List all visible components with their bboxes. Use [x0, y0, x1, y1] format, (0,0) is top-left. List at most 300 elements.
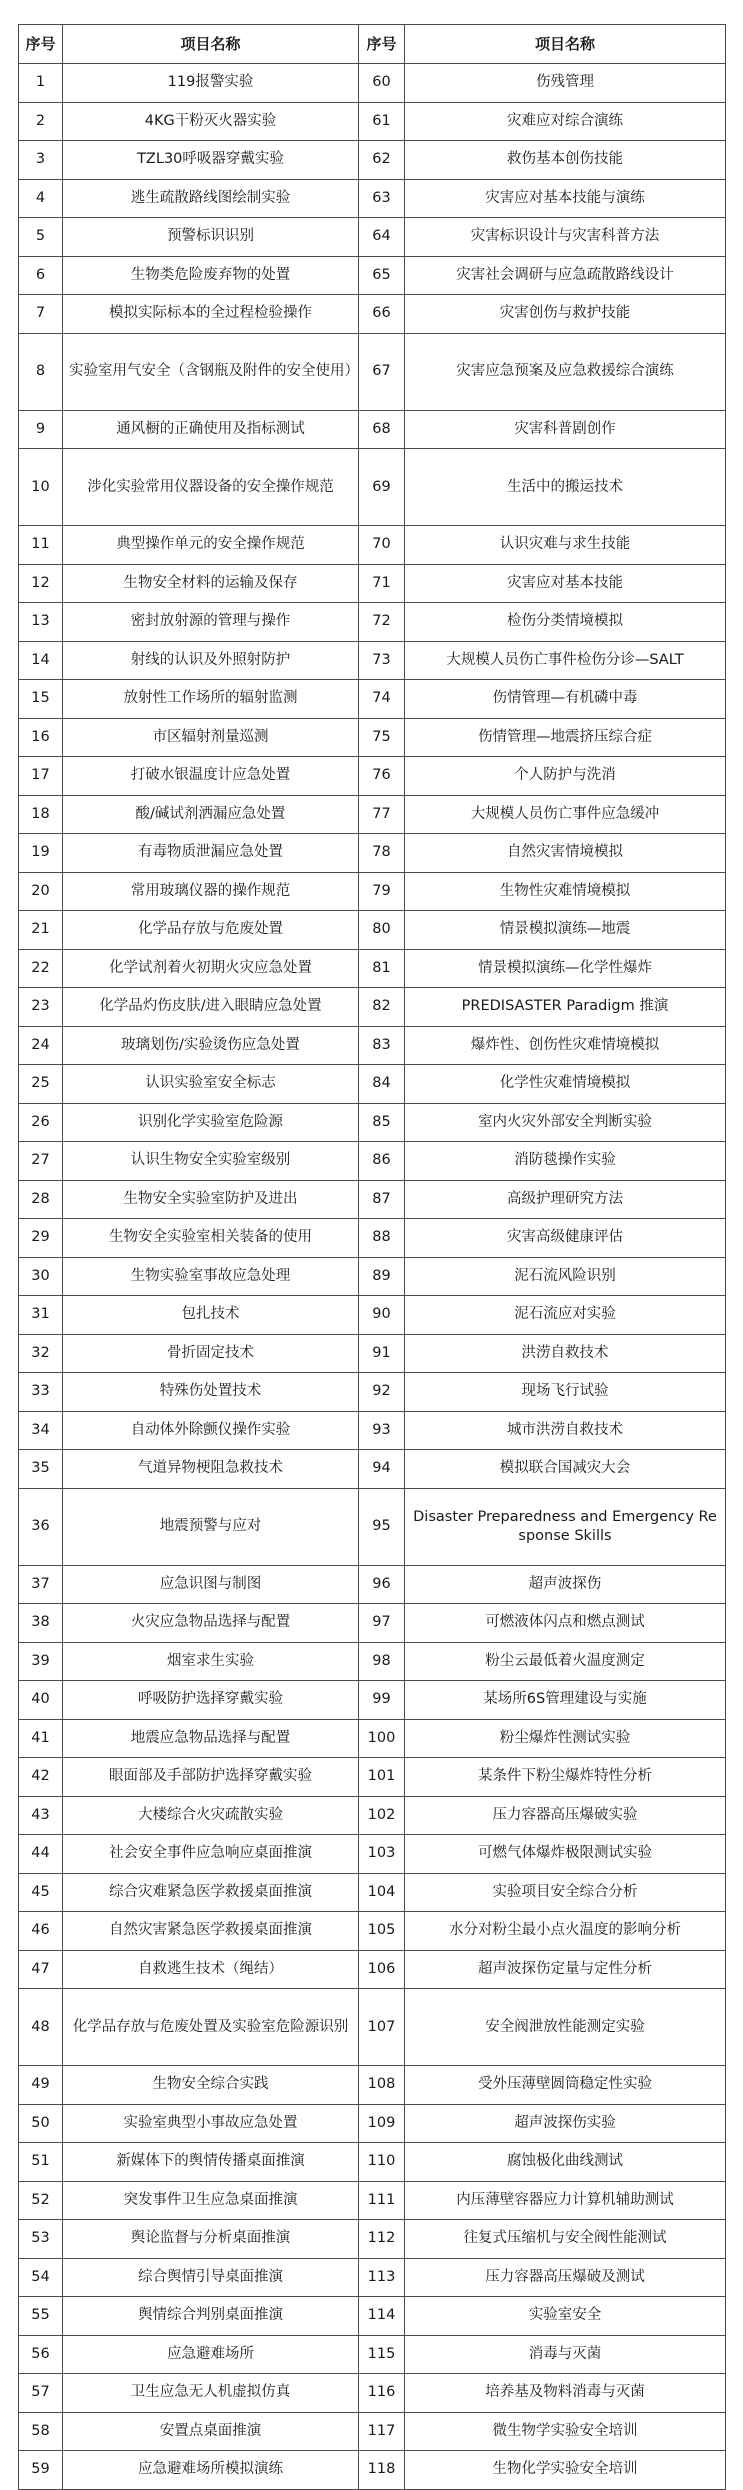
row-number-right: 71: [359, 564, 405, 603]
table-row: [19, 179, 726, 218]
project-name-right: 高级护理研究方法: [405, 1180, 726, 1219]
project-name-left: 安置点桌面推演: [63, 2412, 359, 2451]
row-number-left: 40: [19, 1681, 63, 1720]
project-name-right: 认识灾难与求生技能: [405, 526, 726, 565]
row-number-right: 91: [359, 1334, 405, 1373]
row-number-left: 14: [19, 641, 63, 680]
project-name-left: 自动体外除颤仪操作实验: [63, 1411, 359, 1450]
row-number-left: 57: [19, 2374, 63, 2413]
row-number-left: 37: [19, 1565, 63, 1604]
table-header-row: [19, 25, 726, 64]
project-name-left: 化学品存放与危废处置: [63, 911, 359, 950]
row-number-left: 59: [19, 2451, 63, 2490]
project-name-left: 卫生应急无人机虚拟仿真: [63, 2374, 359, 2413]
project-name-right: 某条件下粉尘爆炸特性分析: [405, 1758, 726, 1797]
project-name-left: 舆论监督与分析桌面推演: [63, 2220, 359, 2259]
project-name-right: 超声波探伤实验: [405, 2104, 726, 2143]
project-name-left: 典型操作单元的安全操作规范: [63, 526, 359, 565]
project-name-right: 情景模拟演练—地震: [405, 911, 726, 950]
project-name-right: 水分对粉尘最小点火温度的影响分析: [405, 1912, 726, 1951]
table-row: [19, 1142, 726, 1181]
table-row: [19, 449, 726, 526]
row-number-right: 67: [359, 333, 405, 410]
project-name-right: 泥石流应对实验: [405, 1296, 726, 1335]
project-name-left: 逃生疏散路线图绘制实验: [63, 179, 359, 218]
table-row: [19, 2412, 726, 2451]
project-name-right: 灾害应对基本技能: [405, 564, 726, 603]
row-number-left: 53: [19, 2220, 63, 2259]
table-row: [19, 102, 726, 141]
row-number-right: 103: [359, 1835, 405, 1874]
project-name-right: 压力容器高压爆破实验: [405, 1796, 726, 1835]
row-number-right: 105: [359, 1912, 405, 1951]
project-name-right: 腐蚀极化曲线测试: [405, 2143, 726, 2182]
project-name-left: 眼面部及手部防护选择穿戴实验: [63, 1758, 359, 1797]
project-name-left: 呼吸防护选择穿戴实验: [63, 1681, 359, 1720]
row-number-left: 36: [19, 1488, 63, 1565]
project-name-left: 射线的认识及外照射防护: [63, 641, 359, 680]
project-name-right: 灾害创伤与救护技能: [405, 295, 726, 334]
row-number-left: 27: [19, 1142, 63, 1181]
project-name-left: 化学品灼伤皮肤/进入眼睛应急处置: [63, 988, 359, 1027]
project-name-left: 突发事件卫生应急桌面推演: [63, 2181, 359, 2220]
project-name-left: 生物安全实验室防护及进出: [63, 1180, 359, 1219]
row-number-left: 34: [19, 1411, 63, 1450]
table-row: [19, 2181, 726, 2220]
project-name-right: 实验项目安全综合分析: [405, 1873, 726, 1912]
project-name-right: 灾害高级健康评估: [405, 1219, 726, 1258]
table-row: [19, 2258, 726, 2297]
project-name-left: 认识生物安全实验室级别: [63, 1142, 359, 1181]
project-name-left: 应急避难场所模拟演练: [63, 2451, 359, 2490]
row-number-right: 89: [359, 1257, 405, 1296]
row-number-right: 78: [359, 834, 405, 873]
row-number-left: 44: [19, 1835, 63, 1874]
project-name-left: 市区辐射剂量巡测: [63, 718, 359, 757]
table-row: [19, 1912, 726, 1951]
table-row: [19, 2335, 726, 2374]
project-name-right: 模拟联合国减灾大会: [405, 1450, 726, 1489]
project-name-right: 消防毯操作实验: [405, 1142, 726, 1181]
row-number-left: 19: [19, 834, 63, 873]
row-number-right: 72: [359, 603, 405, 642]
row-number-left: 38: [19, 1604, 63, 1643]
row-number-right: 73: [359, 641, 405, 680]
project-name-right: 自然灾害情境模拟: [405, 834, 726, 873]
row-number-left: 54: [19, 2258, 63, 2297]
table-row: [19, 333, 726, 410]
row-number-left: 11: [19, 526, 63, 565]
row-number-left: 47: [19, 1950, 63, 1989]
project-name-left: 玻璃划伤/实验烫伤应急处置: [63, 1026, 359, 1065]
project-name-left: 化学试剂着火初期火灾应急处置: [63, 949, 359, 988]
row-number-left: 52: [19, 2181, 63, 2220]
row-number-right: 92: [359, 1373, 405, 1412]
table-row: [19, 1950, 726, 1989]
table-row: [19, 1065, 726, 1104]
project-name-left: 地震应急物品选择与配置: [63, 1719, 359, 1758]
project-name-right: 灾害应急预案及应急救援综合演练: [405, 333, 726, 410]
project-name-left: 生物安全材料的运输及保存: [63, 564, 359, 603]
row-number-left: 50: [19, 2104, 63, 2143]
row-number-right: 63: [359, 179, 405, 218]
project-name-right: 生物性灾难情境模拟: [405, 872, 726, 911]
table-row: [19, 1103, 726, 1142]
project-name-right: 现场飞行试验: [405, 1373, 726, 1412]
table-row: [19, 2297, 726, 2336]
project-name-right: 洪涝自救技术: [405, 1334, 726, 1373]
table-row: [19, 1719, 726, 1758]
row-number-left: 23: [19, 988, 63, 1027]
row-number-right: 65: [359, 256, 405, 295]
row-number-right: 79: [359, 872, 405, 911]
row-number-right: 110: [359, 2143, 405, 2182]
row-number-right: 74: [359, 680, 405, 719]
row-number-right: 87: [359, 1180, 405, 1219]
project-name-right: 灾害标识设计与灾害科普方法: [405, 218, 726, 257]
table-row: [19, 1758, 726, 1797]
row-number-right: 81: [359, 949, 405, 988]
project-name-right: 伤情管理—地震挤压综合症: [405, 718, 726, 757]
project-name-left: 模拟实际标本的全过程检验操作: [63, 295, 359, 334]
project-name-right: 灾难应对综合演练: [405, 102, 726, 141]
table-row: [19, 1411, 726, 1450]
project-name-left: 社会安全事件应急响应桌面推演: [63, 1835, 359, 1874]
table-row: [19, 410, 726, 449]
project-name-right: 往复式压缩机与安全阀性能测试: [405, 2220, 726, 2259]
project-name-right: 某场所6S管理建设与实施: [405, 1681, 726, 1720]
row-number-right: 75: [359, 718, 405, 757]
row-number-right: 80: [359, 911, 405, 950]
project-name-right: 个人防护与洗消: [405, 757, 726, 796]
project-name-left: 生物安全综合实践: [63, 2066, 359, 2105]
row-number-right: 118: [359, 2451, 405, 2490]
row-number-right: 100: [359, 1719, 405, 1758]
table-row: [19, 718, 726, 757]
row-number-left: 20: [19, 872, 63, 911]
row-number-right: 85: [359, 1103, 405, 1142]
project-name-right: 情景模拟演练—化学性爆炸: [405, 949, 726, 988]
row-number-left: 2: [19, 102, 63, 141]
row-number-right: 62: [359, 141, 405, 180]
project-name-right: 伤情管理—有机磷中毒: [405, 680, 726, 719]
table-row: [19, 1257, 726, 1296]
project-name-left: TZL30呼吸器穿戴实验: [63, 141, 359, 180]
table-row: [19, 1180, 726, 1219]
row-number-right: 101: [359, 1758, 405, 1797]
project-name-left: 酸/碱试剂洒漏应急处置: [63, 795, 359, 834]
table-row: [19, 1488, 726, 1565]
row-number-left: 22: [19, 949, 63, 988]
project-name-left: 涉化实验常用仪器设备的安全操作规范: [63, 449, 359, 526]
project-name-right: 伤残管理: [405, 64, 726, 103]
row-number-right: 70: [359, 526, 405, 565]
project-name-right: 微生物学实验安全培训: [405, 2412, 726, 2451]
project-name-left: 生物类危险废弃物的处置: [63, 256, 359, 295]
project-name-left: 预警标识识别: [63, 218, 359, 257]
project-name-right: 大规模人员伤亡事件应急缓冲: [405, 795, 726, 834]
row-number-right: 86: [359, 1142, 405, 1181]
project-name-left: 认识实验室安全标志: [63, 1065, 359, 1104]
project-name-left: 119报警实验: [63, 64, 359, 103]
project-name-left: 打破水银温度计应急处置: [63, 757, 359, 796]
table-row: [19, 141, 726, 180]
table-row: [19, 1450, 726, 1489]
row-number-left: 43: [19, 1796, 63, 1835]
row-number-right: 106: [359, 1950, 405, 1989]
table-row: [19, 1026, 726, 1065]
project-name-left: 包扎技术: [63, 1296, 359, 1335]
table-row: [19, 526, 726, 565]
row-number-left: 56: [19, 2335, 63, 2374]
row-number-left: 5: [19, 218, 63, 257]
project-name-right: 可燃气体爆炸极限测试实验: [405, 1835, 726, 1874]
project-name-left: 新媒体下的舆情传播桌面推演: [63, 2143, 359, 2182]
project-name-left: 烟室求生实验: [63, 1642, 359, 1681]
project-name-right: 城市洪涝自救技术: [405, 1411, 726, 1450]
table-row: [19, 2104, 726, 2143]
table-row: [19, 641, 726, 680]
table-row: [19, 1835, 726, 1874]
row-number-left: 3: [19, 141, 63, 180]
row-number-left: 4: [19, 179, 63, 218]
row-number-right: 82: [359, 988, 405, 1027]
row-number-left: 12: [19, 564, 63, 603]
row-number-right: 98: [359, 1642, 405, 1681]
row-number-right: 90: [359, 1296, 405, 1335]
table-row: [19, 2220, 726, 2259]
row-number-left: 9: [19, 410, 63, 449]
project-name-right: 粉尘云最低着火温度测定: [405, 1642, 726, 1681]
project-name-right: 内压薄壁容器应力计算机辅助测试: [405, 2181, 726, 2220]
row-number-left: 13: [19, 603, 63, 642]
table-row: [19, 757, 726, 796]
row-number-left: 18: [19, 795, 63, 834]
row-number-left: 45: [19, 1873, 63, 1912]
row-number-right: 115: [359, 2335, 405, 2374]
row-number-right: 93: [359, 1411, 405, 1450]
row-number-left: 31: [19, 1296, 63, 1335]
table-row: [19, 988, 726, 1027]
row-number-left: 48: [19, 1989, 63, 2066]
row-number-right: 84: [359, 1065, 405, 1104]
project-table: [18, 24, 726, 2490]
row-number-left: 7: [19, 295, 63, 334]
header-name-right: 项目名称: [405, 25, 726, 64]
row-number-left: 16: [19, 718, 63, 757]
header-no-left: 序号: [19, 25, 63, 64]
project-name-right: 生物化学实验安全培训: [405, 2451, 726, 2490]
project-name-right: 大规模人员伤亡事件检伤分诊—SALT: [405, 641, 726, 680]
project-name-right: 培养基及物料消毒与灭菌: [405, 2374, 726, 2413]
row-number-right: 116: [359, 2374, 405, 2413]
row-number-left: 35: [19, 1450, 63, 1489]
row-number-right: 94: [359, 1450, 405, 1489]
project-name-right: 超声波探伤定量与定性分析: [405, 1950, 726, 1989]
table-row: [19, 1334, 726, 1373]
row-number-right: 60: [359, 64, 405, 103]
table-body: [19, 64, 726, 2490]
row-number-left: 46: [19, 1912, 63, 1951]
row-number-left: 29: [19, 1219, 63, 1258]
table-row: [19, 911, 726, 950]
project-name-left: 常用玻璃仪器的操作规范: [63, 872, 359, 911]
row-number-right: 68: [359, 410, 405, 449]
row-number-left: 51: [19, 2143, 63, 2182]
project-name-left: 骨折固定技术: [63, 1334, 359, 1373]
project-name-right: 室内火灾外部安全判断实验: [405, 1103, 726, 1142]
row-number-left: 58: [19, 2412, 63, 2451]
project-name-right: 灾害社会调研与应急疏散路线设计: [405, 256, 726, 295]
row-number-left: 25: [19, 1065, 63, 1104]
row-number-left: 26: [19, 1103, 63, 1142]
project-name-left: 特殊伤处置技术: [63, 1373, 359, 1412]
project-name-left: 实验室典型小事故应急处置: [63, 2104, 359, 2143]
row-number-right: 69: [359, 449, 405, 526]
project-name-right: 可燃液体闪点和燃点测试: [405, 1604, 726, 1643]
project-name-left: 通风橱的正确使用及指标测试: [63, 410, 359, 449]
project-name-left: 有毒物质泄漏应急处置: [63, 834, 359, 873]
table-row: [19, 949, 726, 988]
row-number-left: 33: [19, 1373, 63, 1412]
project-name-left: 综合灾难紧急医学救援桌面推演: [63, 1873, 359, 1912]
table-row: [19, 1604, 726, 1643]
row-number-right: 76: [359, 757, 405, 796]
row-number-left: 24: [19, 1026, 63, 1065]
table-row: [19, 1373, 726, 1412]
project-name-left: 识别化学实验室危险源: [63, 1103, 359, 1142]
table-row: [19, 1642, 726, 1681]
project-name-right: 生活中的搬运技术: [405, 449, 726, 526]
row-number-right: 104: [359, 1873, 405, 1912]
project-name-right: Disaster Preparedness and Emergency Response Skills: [405, 1488, 726, 1565]
table-row: [19, 603, 726, 642]
project-name-right: 灾害应对基本技能与演练: [405, 179, 726, 218]
header-name-left: 项目名称: [63, 25, 359, 64]
project-name-left: 生物实验室事故应急处理: [63, 1257, 359, 1296]
project-name-right: 灾害科普剧创作: [405, 410, 726, 449]
project-name-left: 综合舆情引导桌面推演: [63, 2258, 359, 2297]
table-row: [19, 564, 726, 603]
project-name-left: 生物安全实验室相关装备的使用: [63, 1219, 359, 1258]
row-number-left: 42: [19, 1758, 63, 1797]
row-number-right: 83: [359, 1026, 405, 1065]
row-number-right: 95: [359, 1488, 405, 1565]
project-name-left: 气道异物梗阻急救技术: [63, 1450, 359, 1489]
row-number-right: 97: [359, 1604, 405, 1643]
row-number-left: 39: [19, 1642, 63, 1681]
row-number-left: 6: [19, 256, 63, 295]
project-name-left: 应急避难场所: [63, 2335, 359, 2374]
row-number-right: 113: [359, 2258, 405, 2297]
row-number-left: 32: [19, 1334, 63, 1373]
project-name-left: 自救逃生技术（绳结）: [63, 1950, 359, 1989]
row-number-right: 77: [359, 795, 405, 834]
row-number-right: 112: [359, 2220, 405, 2259]
table-row: [19, 834, 726, 873]
row-number-right: 117: [359, 2412, 405, 2451]
project-name-left: 实验室用气安全（含钢瓶及附件的安全使用）: [63, 333, 359, 410]
row-number-left: 55: [19, 2297, 63, 2336]
project-name-left: 放射性工作场所的辐射监测: [63, 680, 359, 719]
table-row: [19, 1796, 726, 1835]
table-row: [19, 1565, 726, 1604]
table-row: [19, 795, 726, 834]
project-name-right: 检伤分类情境模拟: [405, 603, 726, 642]
table-row: [19, 1219, 726, 1258]
project-name-left: 地震预警与应对: [63, 1488, 359, 1565]
table-row: [19, 2451, 726, 2490]
row-number-left: 1: [19, 64, 63, 103]
project-name-right: 粉尘爆炸性测试实验: [405, 1719, 726, 1758]
row-number-right: 108: [359, 2066, 405, 2105]
row-number-left: 30: [19, 1257, 63, 1296]
row-number-left: 41: [19, 1719, 63, 1758]
row-number-left: 10: [19, 449, 63, 526]
project-name-left: 火灾应急物品选择与配置: [63, 1604, 359, 1643]
table-row: [19, 2374, 726, 2413]
project-name-left: 自然灾害紧急医学救援桌面推演: [63, 1912, 359, 1951]
table-row: [19, 680, 726, 719]
table-row: [19, 218, 726, 257]
table-row: [19, 2066, 726, 2105]
project-name-right: 救伤基本创伤技能: [405, 141, 726, 180]
table-row: [19, 1873, 726, 1912]
project-name-right: 受外压薄壁圆筒稳定性实验: [405, 2066, 726, 2105]
table-row: [19, 1681, 726, 1720]
project-name-left: 密封放射源的管理与操作: [63, 603, 359, 642]
table-row: [19, 1989, 726, 2066]
row-number-right: 96: [359, 1565, 405, 1604]
project-name-right: 安全阀泄放性能测定实验: [405, 1989, 726, 2066]
project-name-right: 化学性灾难情境模拟: [405, 1065, 726, 1104]
project-name-left: 舆情综合判别桌面推演: [63, 2297, 359, 2336]
project-name-right: 压力容器高压爆破及测试: [405, 2258, 726, 2297]
header-no-right: 序号: [359, 25, 405, 64]
project-name-left: 4KG干粉灭火器实验: [63, 102, 359, 141]
row-number-right: 107: [359, 1989, 405, 2066]
row-number-right: 114: [359, 2297, 405, 2336]
row-number-right: 88: [359, 1219, 405, 1258]
project-name-left: 应急识图与制图: [63, 1565, 359, 1604]
row-number-right: 61: [359, 102, 405, 141]
project-name-right: 消毒与灭菌: [405, 2335, 726, 2374]
row-number-left: 8: [19, 333, 63, 410]
row-number-left: 21: [19, 911, 63, 950]
project-name-right: 实验室安全: [405, 2297, 726, 2336]
table-row: [19, 64, 726, 103]
row-number-right: 99: [359, 1681, 405, 1720]
table-row: [19, 1296, 726, 1335]
row-number-right: 64: [359, 218, 405, 257]
table-row: [19, 256, 726, 295]
row-number-right: 102: [359, 1796, 405, 1835]
row-number-left: 28: [19, 1180, 63, 1219]
table-row: [19, 872, 726, 911]
table-row: [19, 2143, 726, 2182]
project-name-right: 泥石流风险识别: [405, 1257, 726, 1296]
row-number-left: 15: [19, 680, 63, 719]
project-name-right: 爆炸性、创伤性灾难情境模拟: [405, 1026, 726, 1065]
row-number-right: 109: [359, 2104, 405, 2143]
row-number-right: 111: [359, 2181, 405, 2220]
table-row: [19, 295, 726, 334]
project-name-right: PREDISASTER Paradigm 推演: [405, 988, 726, 1027]
row-number-right: 66: [359, 295, 405, 334]
project-name-right: 超声波探伤: [405, 1565, 726, 1604]
row-number-left: 17: [19, 757, 63, 796]
row-number-left: 49: [19, 2066, 63, 2105]
